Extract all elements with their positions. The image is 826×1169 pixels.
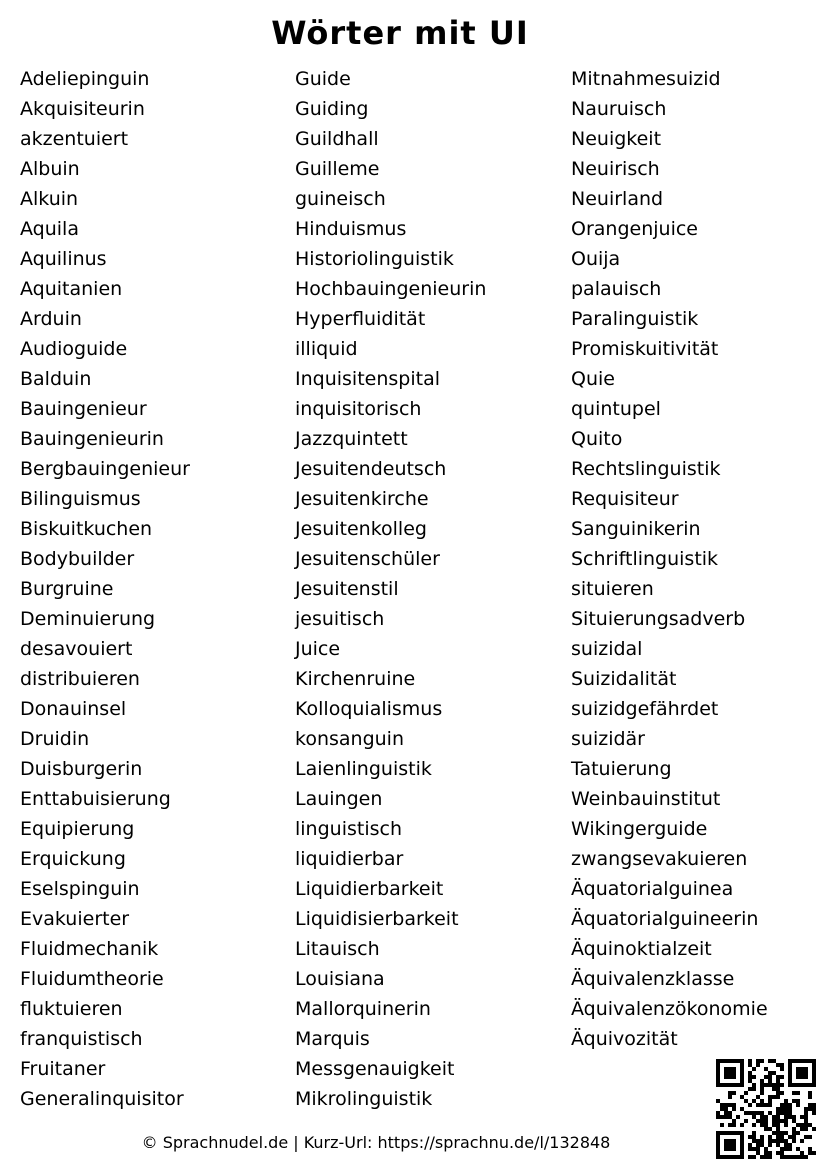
word-item: inquisitorisch [295, 398, 422, 420]
word-item: Tatuierung [571, 758, 672, 780]
qr-code-icon [716, 1059, 816, 1159]
word-item: Hinduismus [295, 218, 407, 240]
word-item: guineisch [295, 188, 386, 210]
word-item: suizidgefährdet [571, 698, 719, 720]
word-item: Lauingen [295, 788, 383, 810]
word-item: Burgruine [20, 578, 114, 600]
word-item: Messgenauigkeit [295, 1058, 455, 1080]
word-item: Wikingerguide [571, 818, 708, 840]
word-item: suizidal [571, 638, 643, 660]
word-item: Aquitanien [20, 278, 123, 300]
word-item: Akquisiteurin [20, 98, 145, 120]
word-item: Druidin [20, 728, 90, 750]
word-item: Guiding [295, 98, 369, 120]
word-item: Mitnahmesuizid [571, 68, 721, 90]
word-item: akzentuiert [20, 128, 129, 150]
word-item: Jesuitendeutsch [295, 458, 447, 480]
word-item: Quito [571, 428, 623, 450]
word-item: Äquivozität [571, 1028, 678, 1050]
word-item: quintupel [571, 398, 661, 420]
word-item: Juice [295, 638, 341, 660]
word-item: situieren [571, 578, 654, 600]
word-item: Liquidierbarkeit [295, 878, 444, 900]
word-item: Erquickung [20, 848, 126, 870]
word-item: Donauinsel [20, 698, 127, 720]
word-item: desavouiert [20, 638, 133, 660]
word-item: Jazzquintett [295, 428, 408, 450]
word-item: Äquivalenzklasse [571, 968, 735, 990]
word-item: Biskuitkuchen [20, 518, 153, 540]
word-item: jesuitisch [295, 608, 385, 630]
word-item: Hyperfluidität [295, 308, 426, 330]
word-item: Adeliepinguin [20, 68, 150, 90]
word-column-1 [20, 64, 190, 1114]
word-item: Quie [571, 368, 615, 390]
word-item: Jesuitenschüler [295, 548, 440, 570]
word-item: Jesuitenkirche [295, 488, 429, 510]
word-item: Laienlinguistik [295, 758, 432, 780]
word-item: Situierungsadverb [571, 608, 746, 630]
word-item: Requisiteur [571, 488, 679, 510]
word-item: illiquid [295, 338, 358, 360]
word-item: Aquilinus [20, 248, 107, 270]
word-item: franquistisch [20, 1028, 143, 1050]
word-item: Equipierung [20, 818, 135, 840]
word-item: Mallorquinerin [295, 998, 431, 1020]
word-item: Kolloquialismus [295, 698, 443, 720]
word-item: Generalinquisitor [20, 1088, 184, 1110]
word-item: Neuigkeit [571, 128, 662, 150]
word-item: Rechtslinguistik [571, 458, 721, 480]
word-item: Fluidumtheorie [20, 968, 164, 990]
footer-credit: © Sprachnudel.de | Kurz-Url: https://sprachnu.de/l/132848 [141, 1133, 611, 1152]
word-item: Guide [295, 68, 351, 90]
word-item: Alkuin [20, 188, 79, 210]
word-item: Arduin [20, 308, 82, 330]
word-item: Paralinguistik [571, 308, 699, 330]
word-item: Bergbauingenieur [20, 458, 190, 480]
word-item: linguistisch [295, 818, 402, 840]
word-item: Liquidisierbarkeit [295, 908, 459, 930]
word-item: konsanguin [295, 728, 404, 750]
word-item: Äquivalenzökonomie [571, 998, 768, 1020]
word-item: Albuin [20, 158, 80, 180]
word-item: Äquatorialguinea [571, 878, 734, 900]
word-item: Schriftlinguistik [571, 548, 719, 570]
word-item: Suizidalität [571, 668, 677, 690]
word-item: suizidär [571, 728, 645, 750]
word-item: Jesuitenkolleg [295, 518, 427, 540]
word-item: Neuirisch [571, 158, 660, 180]
word-item: Neuirland [571, 188, 664, 210]
word-item: Promiskuitivität [571, 338, 719, 360]
word-item: Äquatorialguineerin [571, 908, 759, 930]
word-item: Weinbauinstitut [571, 788, 721, 810]
word-item: fluktuieren [20, 998, 123, 1020]
word-item: Litauisch [295, 938, 380, 960]
page-title: Wörter mit UI [271, 14, 529, 52]
word-item: Kirchenruine [295, 668, 416, 690]
word-item: palauisch [571, 278, 662, 300]
word-item: Nauruisch [571, 98, 667, 120]
word-column-3 [571, 64, 768, 1054]
word-item: Guilleme [295, 158, 380, 180]
word-item: Deminuierung [20, 608, 156, 630]
word-item: Enttabuisierung [20, 788, 171, 810]
word-item: Hochbauingenieurin [295, 278, 487, 300]
word-item: Bodybuilder [20, 548, 135, 570]
word-item: Inquisitenspital [295, 368, 440, 390]
word-item: Ouija [571, 248, 621, 270]
word-column-2 [295, 64, 486, 1114]
word-item: Fluidmechanik [20, 938, 159, 960]
word-item: Bauingenieur [20, 398, 147, 420]
word-item: Audioguide [20, 338, 128, 360]
word-item: Orangenjuice [571, 218, 698, 240]
word-item: Eselspinguin [20, 878, 140, 900]
word-item: Äquinoktialzeit [571, 938, 712, 960]
word-item: Fruitaner [20, 1058, 106, 1080]
word-item: Duisburgerin [20, 758, 143, 780]
word-item: zwangsevakuieren [571, 848, 748, 870]
word-item: Bauingenieurin [20, 428, 164, 450]
word-item: Jesuitenstil [295, 578, 399, 600]
word-item: Balduin [20, 368, 92, 390]
word-item: Bilinguismus [20, 488, 141, 510]
word-item: Mikrolinguistik [295, 1088, 433, 1110]
word-item: Aquila [20, 218, 79, 240]
word-item: Evakuierter [20, 908, 130, 930]
word-item: liquidierbar [295, 848, 404, 870]
word-item: Marquis [295, 1028, 370, 1050]
word-item: distribuieren [20, 668, 140, 690]
word-item: Sanguinikerin [571, 518, 701, 540]
word-item: Historiolinguistik [295, 248, 454, 270]
word-item: Guildhall [295, 128, 379, 150]
word-item: Louisiana [295, 968, 385, 990]
